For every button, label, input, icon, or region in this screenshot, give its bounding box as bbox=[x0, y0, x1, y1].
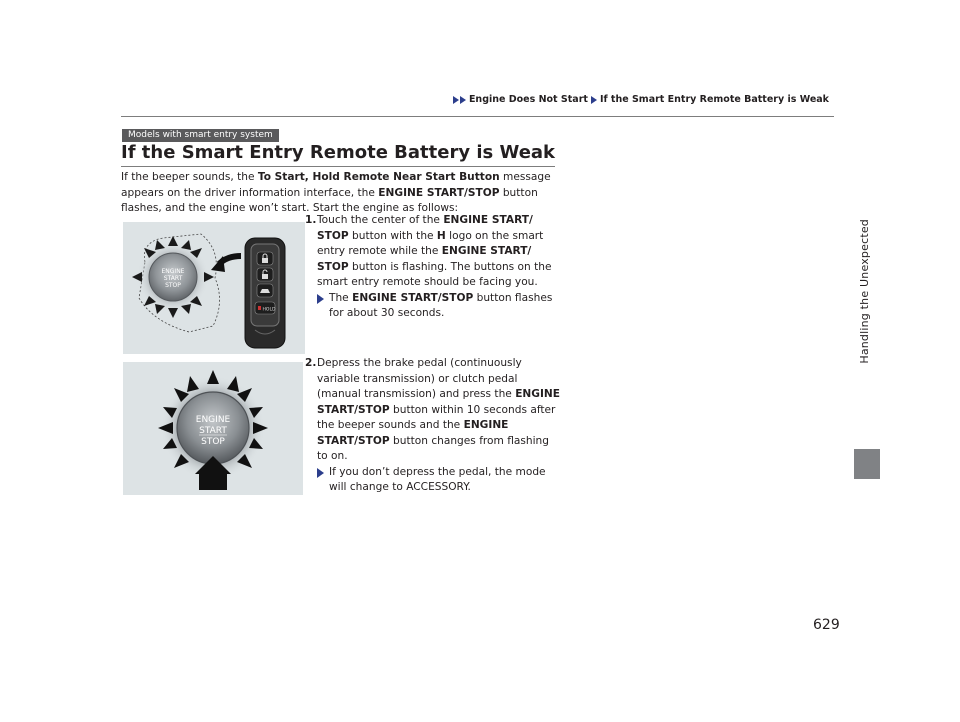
fig2-button-line-2: START bbox=[199, 426, 227, 436]
breadcrumb-item-battery-weak[interactable]: If the Smart Entry Remote Battery is Weak bbox=[599, 94, 829, 105]
fig2-button-line-3: STOP bbox=[201, 437, 225, 447]
step-2-number: 2. bbox=[305, 357, 317, 369]
fig1-button-line-1: ENGINE bbox=[161, 268, 185, 275]
step-1 bbox=[305, 213, 561, 322]
section-tab-marker bbox=[854, 449, 880, 479]
breadcrumb bbox=[453, 94, 832, 105]
figure-touch-remote bbox=[123, 222, 305, 354]
figure-touch-remote-svg bbox=[123, 222, 305, 354]
model-badge: Models with smart entry system bbox=[122, 129, 279, 142]
page-number: 629 bbox=[813, 617, 840, 633]
fig1-button-line-3: STOP bbox=[165, 282, 181, 289]
fig2-button-line-1: ENGINE bbox=[195, 415, 231, 425]
breadcrumb-item-engine-does-not-start[interactable]: Engine Does Not Start bbox=[468, 94, 588, 105]
breadcrumb-arrow-icon bbox=[591, 96, 597, 104]
step-1-number: 1. bbox=[305, 214, 317, 226]
remote-lock-icon bbox=[257, 252, 273, 265]
fig1-button-line-2: START bbox=[163, 275, 183, 282]
remote-unlock-icon bbox=[257, 268, 273, 281]
section-side-label: Handling the Unexpected bbox=[857, 218, 871, 364]
figure-press-button bbox=[123, 362, 303, 495]
step-1-text: Touch the center of the ENGINE START/ STOP button with the H logo on the smart entry remote while the ENGINE START/ STOP button is flashing. The buttons on the smart entry remote should be facing you. bbox=[317, 214, 552, 288]
intro-paragraph: If the beeper sounds, the To Start, Hold Remote Near Start Button message appears on the driver information interface, the ENGINE START/STOP button flashes, and the engine won’t start. Start the engine as follows: bbox=[121, 171, 551, 214]
breadcrumb-arrow-icon bbox=[460, 96, 466, 104]
step-1-note: The ENGINE START/STOP button flashes for about 30 seconds. bbox=[317, 291, 561, 322]
step-2-text: Depress the brake pedal (continuously variable transmission) or clutch pedal (manual transmission) and press the ENGINE START/STOP button within 10 seconds after the beeper sounds and the ENGINE START/STOP button changes from flashing to on. bbox=[317, 357, 561, 462]
breadcrumb-arrow-icon bbox=[453, 96, 459, 104]
note-arrow-icon bbox=[317, 294, 324, 304]
figure-press-button-svg bbox=[123, 362, 303, 495]
message-text: To Start, Hold Remote Near Start Button bbox=[257, 171, 500, 183]
step-2-note: If you don’t depress the pedal, the mode will change to ACCESSORY. bbox=[317, 465, 561, 496]
header-rule bbox=[121, 116, 834, 117]
button-name: ENGINE START/STOP bbox=[378, 186, 500, 199]
section-heading: If the Smart Entry Remote Battery is Weak bbox=[121, 142, 555, 167]
step-2 bbox=[305, 356, 561, 496]
remote-panic-button bbox=[255, 302, 276, 314]
remote-hold-label: HOLD bbox=[262, 307, 276, 313]
note-arrow-icon bbox=[317, 468, 324, 478]
remote-trunk-icon bbox=[257, 284, 273, 297]
